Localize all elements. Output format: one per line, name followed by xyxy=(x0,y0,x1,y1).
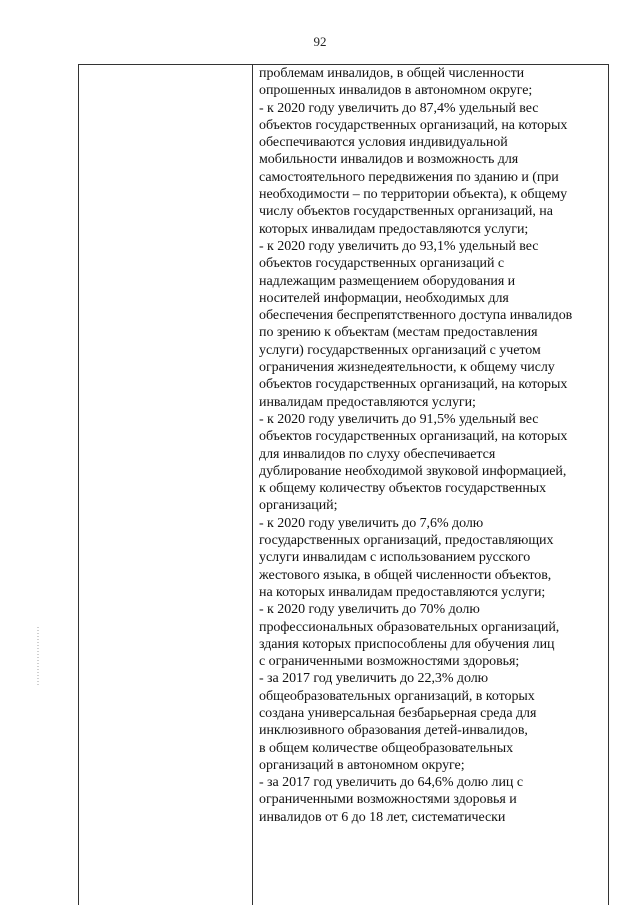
text-line: объектов государственных организаций, на которых xyxy=(259,117,568,133)
text-line: - к 2020 году увеличить до 91,5% удельный вес xyxy=(259,411,539,427)
text-line: инклюзивного образования детей-инвалидов, xyxy=(259,723,528,739)
text-line: дублирование необходимой звуковой информацией, xyxy=(259,463,567,479)
text-line: в общем количестве общеобразовательных xyxy=(259,740,514,756)
text-line: услуги инвалидам с использованием русского xyxy=(259,550,531,566)
text-line: для инвалидов по слуху обеспечивается xyxy=(259,446,496,462)
text-line: обеспечения беспрепятственного доступа инвалидов xyxy=(259,308,573,324)
page-number: 92 xyxy=(313,34,327,49)
right-column-text xyxy=(259,65,604,826)
text-line: здания которых приспособлены для обучения лиц xyxy=(259,636,555,652)
text-line: государственных организаций, предоставляющих xyxy=(259,533,554,549)
text-line: самостоятельного передвижения по зданию и (при xyxy=(259,169,559,185)
text-line: необходимости – по территории объекта), к общему xyxy=(259,187,568,203)
text-line: - за 2017 год увеличить до 22,3% долю xyxy=(259,671,489,687)
text-line: которых инвалидам предоставляются услуги; xyxy=(259,221,529,237)
text-line: - к 2020 году увеличить до 87,4% удельный вес xyxy=(259,100,539,116)
table-right-column xyxy=(253,65,608,905)
text-line: - к 2020 году увеличить до 7,6% долю xyxy=(259,515,484,531)
text-line: носителей информации, необходимых для xyxy=(259,290,509,306)
text-line: профессиональных образовательных организаций, xyxy=(259,619,560,635)
text-line: общеобразовательных организаций, в которых xyxy=(259,688,535,704)
text-line: к общему количеству объектов государственных xyxy=(259,481,547,497)
text-line: объектов государственных организаций, на которых xyxy=(259,429,568,445)
text-line: инвалидам предоставляются услуги; xyxy=(259,394,476,410)
text-line: организаций в автономном округе; xyxy=(259,757,465,773)
text-line: проблемам инвалидов, в общей численности xyxy=(259,66,525,81)
text-line: обеспечиваются условия индивидуальной xyxy=(259,135,508,151)
text-line: услуги) государственных организаций с учетом xyxy=(259,342,541,358)
text-line: на которых инвалидам предоставляются услуги; xyxy=(259,584,546,600)
text-line: ограничения жизнедеятельности, к общему числу xyxy=(259,360,555,376)
text-line: организаций; xyxy=(259,498,338,514)
table-left-column xyxy=(79,65,253,905)
text-line: опрошенных инвалидов в автономном округе; xyxy=(259,83,533,99)
text-line: по зрению к объектам (местам предоставления xyxy=(259,325,538,341)
text-line: числу объектов государственных организаций, на xyxy=(259,204,553,220)
text-line: с ограниченными возможностями здоровья; xyxy=(259,654,520,670)
text-line: инвалидов от 6 до 18 лет, систематически xyxy=(259,809,506,825)
text-line: - к 2020 году увеличить до 70% долю xyxy=(259,602,480,618)
text-line: - к 2020 году увеличить до 93,1% удельный вес xyxy=(259,238,539,254)
text-line: жестового языка, в общей численности объектов, xyxy=(259,567,552,583)
text-line: - за 2017 год увеличить до 64,6% долю лиц с xyxy=(259,775,523,791)
text-line: ограниченными возможностями здоровья и xyxy=(259,792,517,808)
document-table xyxy=(78,64,609,905)
text-line: создана универсальная безбарьерная среда для xyxy=(259,705,537,721)
scan-artifact xyxy=(37,627,39,685)
text-line: мобильности инвалидов и возможность для xyxy=(259,152,519,168)
text-line: надлежащим размещением оборудования и xyxy=(259,273,516,289)
text-line: объектов государственных организаций с xyxy=(259,256,505,272)
text-line: объектов государственных организаций, на которых xyxy=(259,377,568,393)
